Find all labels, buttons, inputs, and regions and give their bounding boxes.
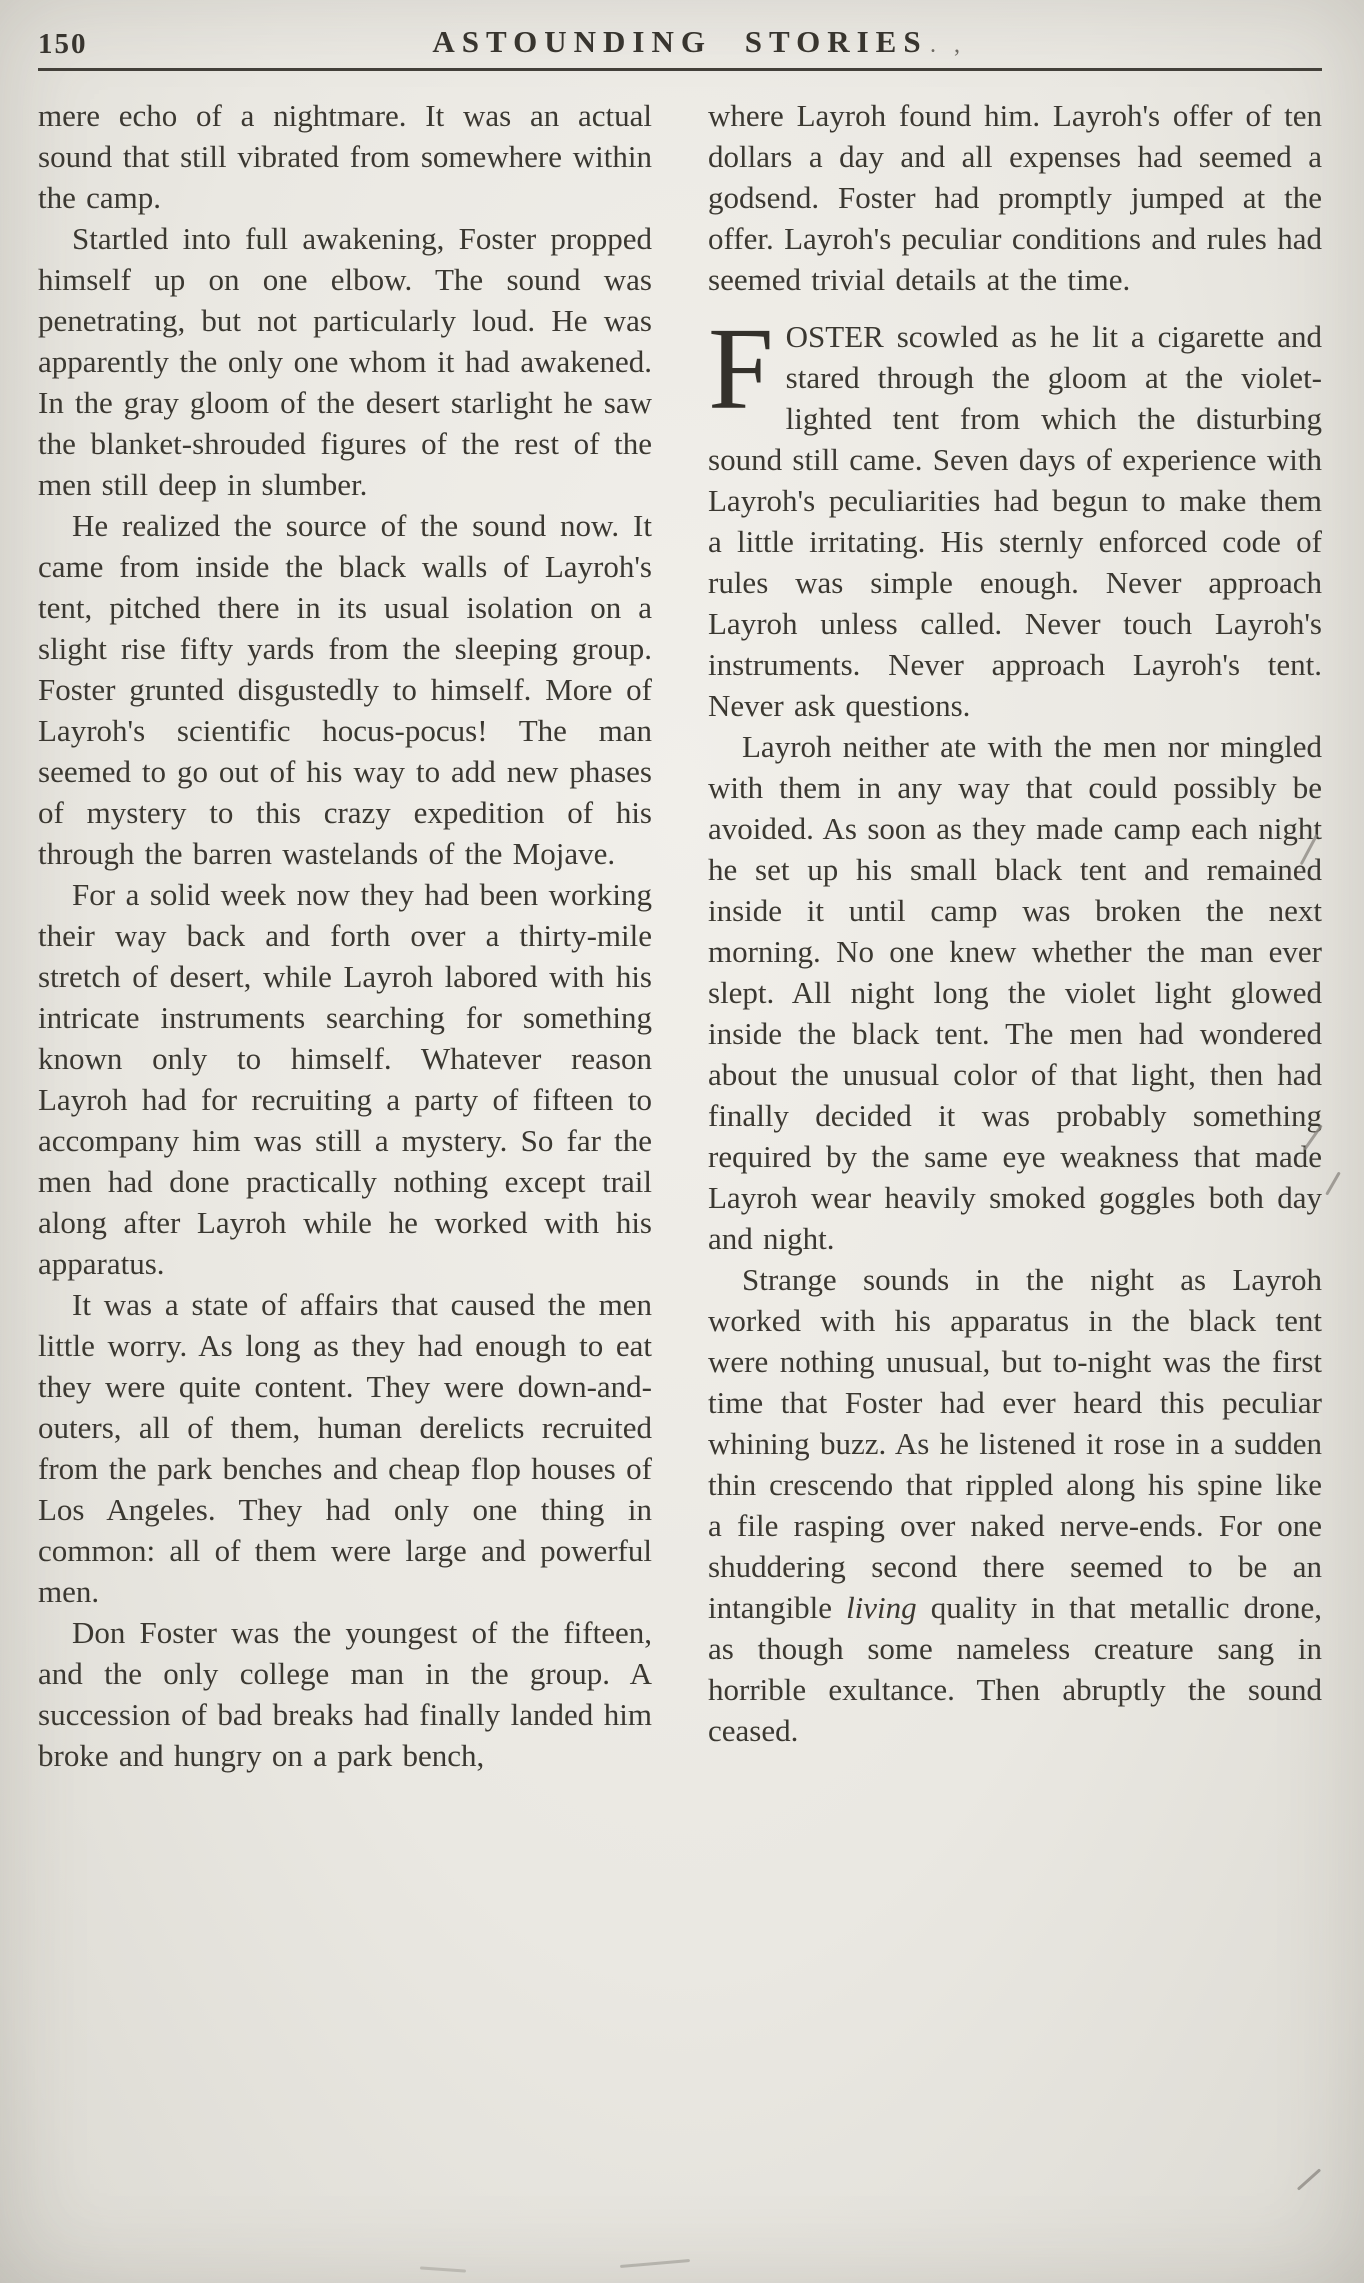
dropcap-text: OSTER scowled as he lit a cigarette and stared through the gloom at the violet-lighted tent from which the disturbing sound still came. Seven days of experience with Layroh's peculiarities had begun to make them a little irritating. His sternly enforced code of rules was simple enough. Never approach Layroh unless called. Never touch Layroh's instruments. Never approach Layroh's tent. Never ask questions. (708, 319, 1322, 723)
italic-word: living (846, 1590, 917, 1625)
pen-mark (1297, 2168, 1321, 2190)
text-columns (38, 95, 1322, 1776)
paragraph: where Layroh found him. Layroh's offer of ten dollars a day and all expenses had seemed a godsend. Foster had promptly jumped at the offer. Layroh's peculiar conditions and rules had seemed trivial details at the time. (708, 98, 1322, 297)
page-number: 150 (38, 28, 88, 60)
left-column (38, 95, 652, 1776)
paragraph: For a solid week now they had been working their way back and forth over a thirty-mile stretch of desert, while Layroh labored with his intricate instruments searching for something known only to himself. Whatever reason Layroh had for recruiting a party of fifteen to accompany him was still a mystery. So far the men had done practically nothing except trail along after Layroh while he worked with his apparatus. (38, 877, 652, 1281)
dropcap-paragraph (708, 303, 1322, 726)
dropcap-letter: F (708, 303, 774, 434)
paragraph (708, 1259, 1322, 1751)
paragraph: Startled into full awakening, Foster propped himself up on one elbow. The sound was penetrating, but not particularly loud. He was apparently the only one whom it had awakened. In the gray gloom of the desert starlight he saw the blanket-shrouded figures of the rest of the men still deep in slumber. (38, 221, 652, 502)
pen-mark (1325, 1171, 1341, 1195)
pen-mark (620, 2259, 690, 2268)
stray-marks: . , (930, 32, 966, 58)
paragraph-text: quality in that metallic drone, as though some nameless creature sang in horrible exultance. Then abruptly the sound ceased. (708, 1590, 1322, 1748)
paragraph: Layroh neither ate with the men nor mingled with them in any way that could possibly be avoided. As soon as they made camp each night he set up his small black tent and remained inside it until camp was broken the next morning. No one knew whether the man ever slept. All night long the violet light glowed inside the black tent. The men had wondered about the unusual color of that light, then had finally decided it was probably something required by the same eye weakness that made Layroh wear heavily smoked goggles both day and night. (708, 729, 1322, 1256)
header-rule (38, 68, 1322, 71)
paragraph-text: Strange sounds in the night as Layroh worked with his apparatus in the black tent were nothing unusual, but to-night was the first time that Foster had ever heard this peculiar whining buzz. As he listened it rose in a sudden thin crescendo that rippled along his spine like a file rasping over naked nerve-ends. For one shuddering second there seemed to be an intangible (708, 1262, 1322, 1625)
pen-mark (420, 2266, 466, 2272)
paragraph: It was a state of affairs that caused the men little worry. As long as they had enough to eat they were quite content. They were down-and-outers, all of them, human derelicts recruited from the park benches and cheap flop houses of Los Angeles. They had only one thing in common: all of them were large and powerful men. (38, 1287, 652, 1609)
paragraph: mere echo of a nightmare. It was an actual sound that still vibrated from somewhere within the camp. (38, 98, 652, 215)
magazine-title: ASTOUNDING STORIES (432, 24, 928, 59)
right-column (708, 95, 1322, 1776)
running-head (38, 24, 1322, 68)
paragraph: He realized the source of the sound now. It came from inside the black walls of Layroh's tent, pitched there in its usual isolation on a slight rise fifty yards from the sleeping group. Foster grunted disgustedly to himself. More of Layroh's scientific hocus-pocus! The man seemed to go out of his way to add new phases of mystery to this crazy expedition of his through the barren wastelands of the Mojave. (38, 508, 652, 871)
paragraph: Don Foster was the youngest of the fifteen, and the only college man in the group. A succession of bad breaks had finally landed him broke and hungry on a park bench, (38, 1615, 652, 1773)
